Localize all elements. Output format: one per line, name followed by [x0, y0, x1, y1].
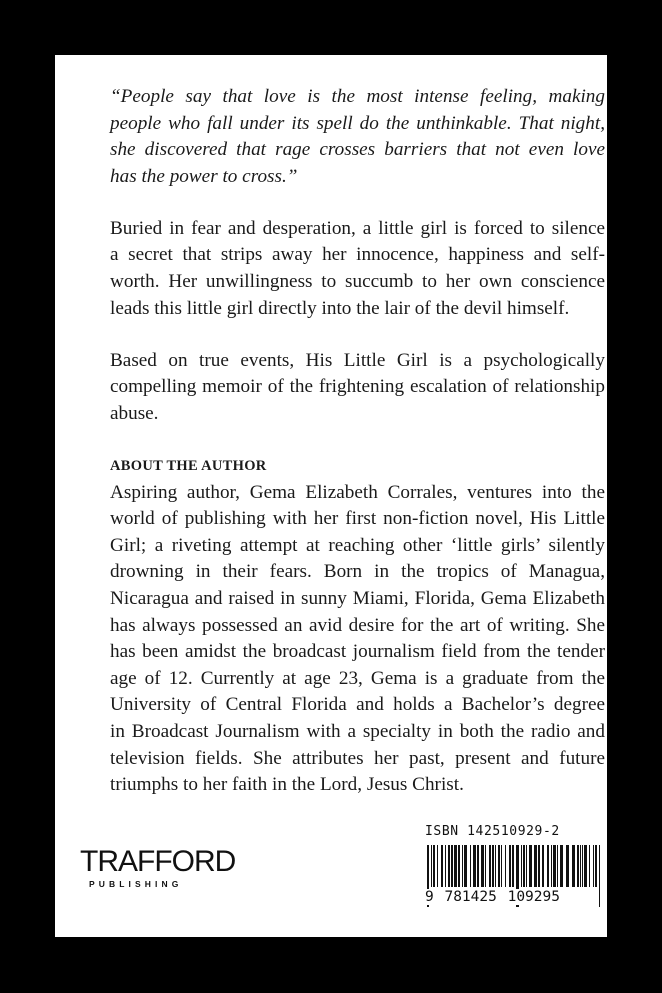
barcode-bar — [509, 845, 511, 887]
text-line: has the power to cross.” — [110, 165, 298, 187]
barcode-digit-first: 9 — [425, 889, 434, 905]
cover-text — [110, 84, 605, 799]
barcode-bar — [464, 845, 467, 887]
barcode-bar — [477, 845, 479, 887]
text-line: compelling memoir of the frightening escalation of relationship — [110, 376, 605, 398]
barcode-bar — [580, 845, 581, 887]
barcode-bar — [526, 845, 527, 887]
text-line: world of publishing with her first non-fiction novel, His Little — [110, 508, 605, 530]
text-line: abuse. — [110, 402, 159, 424]
text-line: age of 12. Currently at age 23, Gema is a graduate from the — [110, 667, 605, 689]
barcode-bar — [599, 845, 600, 907]
barcode-bar — [433, 845, 435, 887]
text-line: television fields. She attributes her past, present and future — [110, 747, 605, 769]
synopsis-paragraph — [110, 216, 605, 322]
text-line: drowning in their fears. Born in the tropics of Managua, — [110, 561, 605, 583]
barcode-bar — [454, 845, 457, 887]
barcode-bar — [489, 845, 491, 887]
barcode-bar — [529, 845, 532, 887]
barcode-bar — [473, 845, 476, 887]
barcode-bar — [551, 845, 552, 887]
text-line: Based on true events, His Little Girl is a psychologically — [110, 349, 605, 371]
barcode-bar — [485, 845, 486, 887]
text-line: Buried in fear and desperation, a little girl is forced to silence — [110, 217, 605, 239]
barcode-bar — [470, 845, 471, 887]
barcode-bar — [431, 845, 432, 887]
text-line: Girl; a riveting attempt at reaching other ‘little girls’ silently — [110, 534, 605, 556]
barcode-bar — [582, 845, 583, 887]
text-line: has been amidst the broadcast journalism field from the tender — [110, 641, 605, 663]
text-line: people who fall under its spell do the unthinkable. That night, — [110, 112, 605, 134]
barcode-bar — [572, 845, 575, 887]
barcode-bar — [498, 845, 500, 887]
barcode-bar — [448, 845, 450, 887]
barcode-bar — [557, 845, 558, 887]
synopsis-paragraph-2 — [110, 348, 605, 428]
publisher-logo — [80, 845, 236, 890]
barcode-bar — [501, 845, 502, 887]
barcode-bar — [445, 845, 446, 887]
publisher-sub: PUBLISHING — [89, 879, 183, 889]
barcode-digits-right: 109295 — [507, 889, 560, 905]
barcode-bar — [505, 845, 506, 887]
barcode-bar — [441, 845, 443, 887]
barcode-digits — [424, 888, 561, 906]
barcode-bar — [589, 845, 590, 887]
barcode-bar — [512, 845, 514, 887]
barcode-bar — [437, 845, 438, 887]
barcode-bar — [521, 845, 522, 887]
author-bio — [110, 480, 605, 799]
barcode-bar — [542, 845, 544, 887]
text-line: Nicaragua and raised in sunny Miami, Florida, Gema Elizabeth — [110, 588, 605, 609]
quote — [110, 84, 605, 190]
text-line: has always possessed an avid desire for the art of writing. She — [110, 614, 605, 636]
barcode-digits-left: 781425 — [444, 889, 497, 905]
barcode-bar — [584, 845, 587, 887]
text-line: a secret that strips away her innocence, happiness and self- — [110, 244, 605, 266]
isbn-label: ISBN 142510929-2 — [425, 824, 560, 839]
barcode-bar — [547, 845, 549, 887]
barcode-bar — [566, 845, 569, 887]
about-heading: ABOUT THE AUTHOR — [110, 458, 267, 475]
barcode-bar — [553, 845, 556, 887]
text-line: in Broadcast Journalism with a specialty in both the radio and — [110, 720, 605, 742]
barcode-bar — [593, 845, 594, 887]
barcode-bar — [577, 845, 579, 887]
text-line: triumphs to her faith in the Lord, Jesus Christ. — [110, 774, 464, 796]
barcode-bar — [481, 845, 484, 887]
barcode-bar — [458, 845, 460, 887]
publisher-name: TRAFFORD — [80, 845, 236, 878]
barcode-bar — [451, 845, 453, 887]
barcode-bar — [523, 845, 525, 887]
barcode-bar — [534, 845, 537, 887]
barcode-bar — [492, 845, 494, 887]
text-line: worth. Her unwillingness to succumb to her own conscience — [110, 271, 605, 293]
barcode-bar — [462, 845, 463, 887]
text-line: leads this little girl directly into the lair of the devil himself. — [110, 297, 570, 319]
barcode-bar — [495, 845, 496, 887]
barcode-bar — [595, 845, 597, 887]
text-line: she discovered that rage crosses barriers that not even love — [110, 139, 605, 161]
barcode-bar — [538, 845, 540, 887]
text-line: Aspiring author, Gema Elizabeth Corrales, ventures into the — [110, 481, 605, 503]
text-line: University of Central Florida and holds a Bachelor’s degree — [110, 694, 605, 716]
text-line: “People say that love is the most intense feeling, making — [110, 86, 605, 107]
barcode-bar — [560, 845, 563, 887]
